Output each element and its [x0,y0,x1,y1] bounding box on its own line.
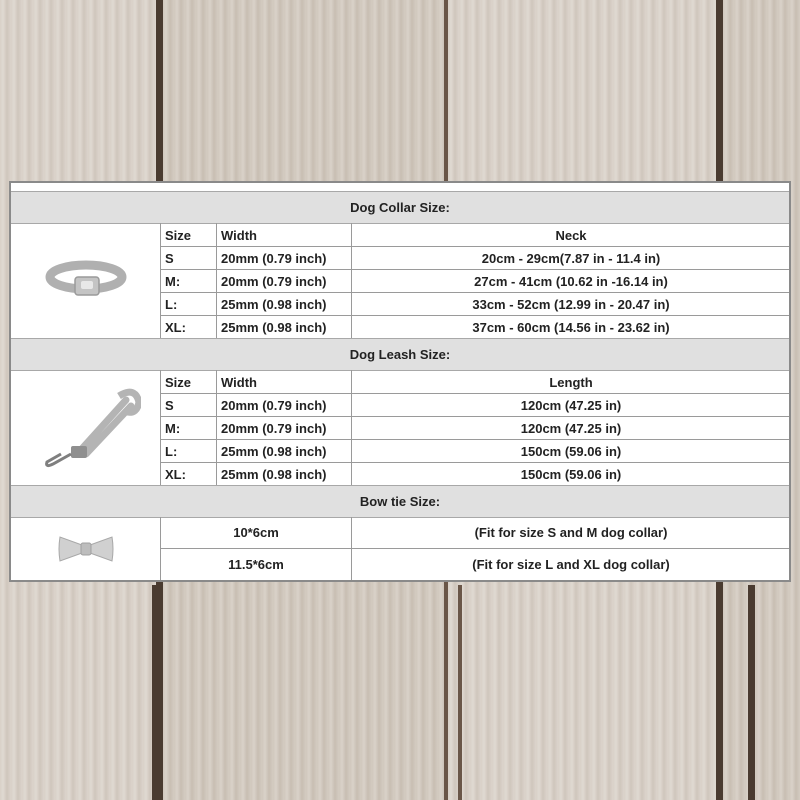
leash-row-width: 25mm (0.98 inch) [221,466,327,482]
bowtie-row-fit: (Fit for size S and M dog collar) [474,525,668,540]
leash-image [13,370,159,484]
leash-header-size: Size [165,374,192,390]
collar-row-width: 20mm (0.79 inch) [221,273,327,289]
collar-row-width: 25mm (0.98 inch) [221,296,327,312]
collar-header-width: Width [221,227,257,243]
leash-row-size: M: [165,420,181,436]
collar-header-size: Size [165,227,192,243]
collar-row-size: M: [165,273,181,289]
leash-row-size: XL: [165,466,186,482]
bowtie-image [13,517,159,580]
bow-tie-icon [56,531,116,567]
collar-row-neck: 20cm - 29cm(7.87 in - 11.4 in) [481,250,661,266]
leash-row-length: 120cm (47.25 in) [520,420,622,436]
size-chart [9,181,791,582]
bowtie-section-title: Bow tie Size: [11,485,789,518]
leash-row-size: S [165,397,174,413]
leash-section-title: Dog Leash Size: [11,338,789,371]
leash-header-length: Length [549,374,593,390]
leash-row-size: L: [165,443,178,459]
collar-image [13,223,159,337]
leash-row-length: 150cm (59.06 in) [520,443,622,459]
collar-row-size: L: [165,296,178,312]
collar-icon [41,255,131,305]
collar-section-title: Dog Collar Size: [11,191,789,224]
collar-row-size: S [165,250,174,266]
leash-row-width: 20mm (0.79 inch) [221,397,327,413]
collar-row-neck: 33cm - 52cm (12.99 in - 20.47 in) [472,296,670,312]
bowtie-row-size: 11.5*6cm [228,557,284,572]
bowtie-row-size: 10*6cm [233,525,279,540]
leash-row-length: 120cm (47.25 in) [520,397,622,413]
leash-icon [31,382,141,472]
collar-row-neck: 37cm - 60cm (14.56 in - 23.62 in) [472,319,670,335]
collar-row-width: 20mm (0.79 inch) [221,250,327,266]
leash-header-width: Width [221,374,257,390]
leash-row-length: 150cm (59.06 in) [520,466,622,482]
collar-row-neck: 27cm - 41cm (10.62 in -16.14 in) [474,273,668,289]
bowtie-row-fit: (Fit for size L and XL dog collar) [472,557,670,572]
collar-row-width: 25mm (0.98 inch) [221,319,327,335]
collar-header-neck: Neck [555,227,587,243]
leash-row-width: 20mm (0.79 inch) [221,420,327,436]
collar-row-size: XL: [165,319,186,335]
leash-row-width: 25mm (0.98 inch) [221,443,327,459]
